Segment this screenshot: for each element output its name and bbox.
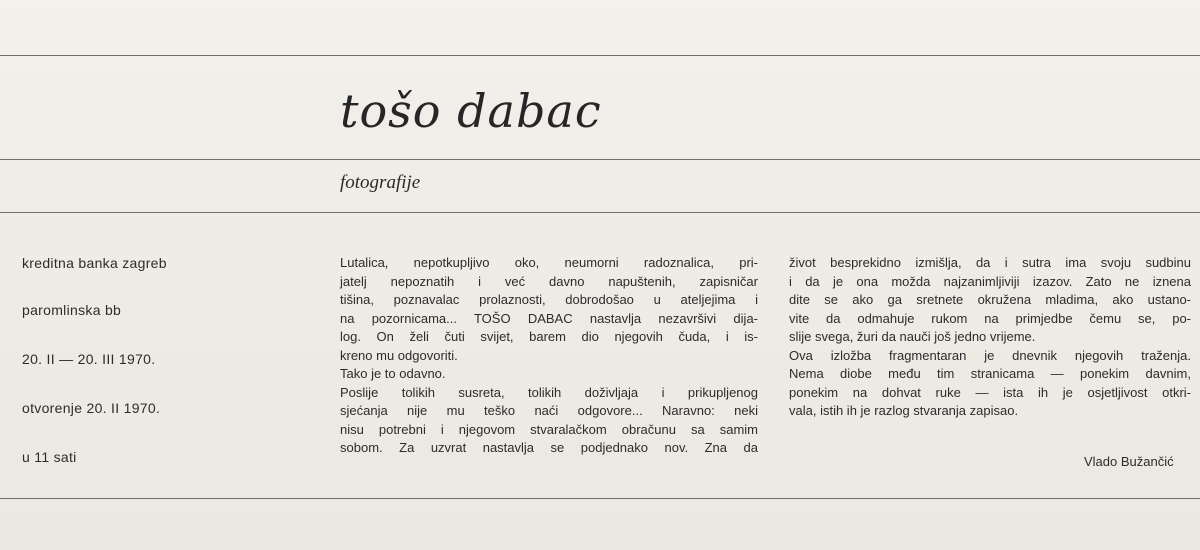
text-line: na pozornicama... TOŠO DABAC nastavlja nezavršivi dija- [340, 310, 758, 326]
text-line: život besprekidno izmišlja, da i sutra ima svoju sudbinu [789, 255, 1191, 270]
subtitle-rule [0, 212, 1200, 213]
text-line: tišina, poznavalac prolaznosti, dobrodošao u ateljejima i [340, 292, 758, 307]
top-rule [0, 55, 1200, 56]
author-signature: Vlado Bužančić [1084, 454, 1174, 469]
leaflet-title: tošo dabac [340, 84, 602, 138]
info-bank: kreditna banka zagreb [22, 255, 167, 271]
text-line: Nema diobe među tim stranicama — ponekim davnim, [789, 366, 1191, 381]
text-line: vala, istih ih je razlog stvaranja zapisao. [789, 403, 1019, 418]
leaflet-subtitle: fotografije [340, 172, 421, 193]
text-line: nisu potrebni i njegovom stvaralačkom obračunu sa samim [340, 421, 758, 437]
text-line: log. On želi čuti svijet, barem dio njegovih čuda, i is- [340, 329, 758, 344]
text-line: dite se ako ga sretnete okružena mladima, ako ustano- [789, 292, 1191, 307]
info-opening: otvorenje 20. II 1970. [22, 400, 161, 416]
text-line: i da je ona možda najzanimljiviji izazov. Zato ne iznena [789, 273, 1191, 289]
title-rule [0, 159, 1200, 160]
text-line: vite da odmahuje rukom na primjedbe čemu se, po- [789, 310, 1191, 326]
text-column-1 [340, 254, 758, 458]
info-dates: 20. II — 20. III 1970. [22, 351, 156, 367]
text-line: Lutalica, nepotkupljivo oko, neumorni radoznalica, pri- [340, 255, 758, 270]
text-line: Tako je to odavno. [340, 366, 446, 381]
text-column-2 [789, 254, 1191, 421]
info-address: paromlinska bb [22, 302, 122, 318]
text-line: ponekim na dohvat ruke — ista ih je osjetljivost otkri- [789, 384, 1191, 400]
text-line: slije svega, žuri da nauči još jedno vrijeme. [789, 329, 1036, 344]
info-time: u 11 sati [22, 449, 77, 465]
text-line: sobom. Za uzvrat nastavlja se podjednako nov. Zna da [340, 440, 758, 455]
text-line: kreno mu odgovoriti. [340, 347, 458, 363]
text-line: Ova izložba fragmentaran je dnevnik njegovih traženja. [789, 347, 1191, 363]
text-line: sjećanja nije mu teško naći odgovore... Naravno: neki [340, 403, 758, 418]
text-line: jatelj nepoznatih i već davno napuštenih, zapisničar [340, 273, 758, 289]
text-line: Poslije tolikih susreta, tolikih doživljaja i prikupljenog [340, 384, 758, 400]
bottom-rule [0, 498, 1200, 499]
